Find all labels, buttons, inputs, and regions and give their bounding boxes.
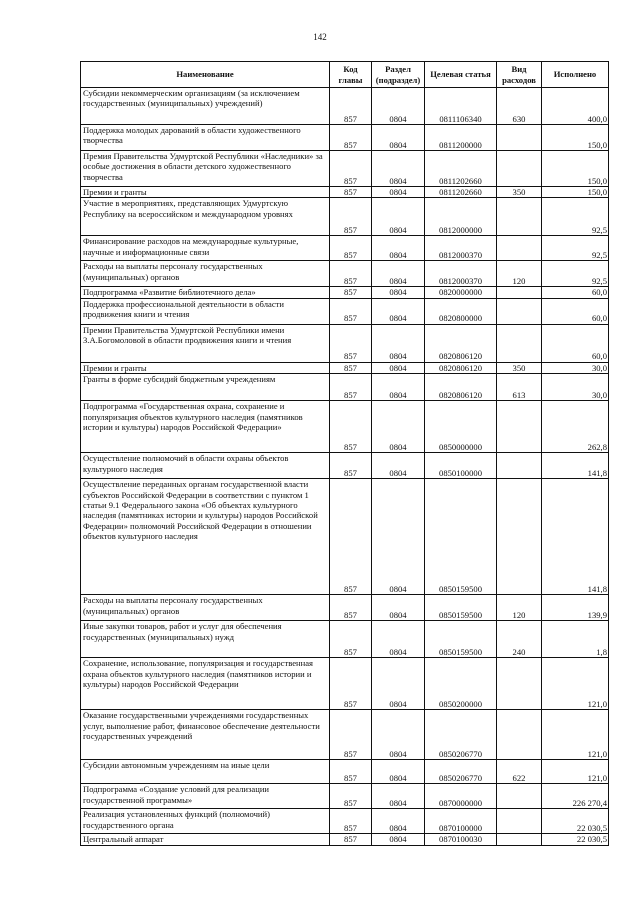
cell-section: 0804 xyxy=(372,125,425,151)
cell-target: 0812000370 xyxy=(425,236,497,261)
cell-kind xyxy=(497,287,542,298)
table-row xyxy=(81,198,609,236)
cell-executed: 226 270,4 xyxy=(542,784,609,809)
cell-target: 0850206770 xyxy=(425,710,497,760)
table-row xyxy=(81,374,609,401)
cell-target: 0811202660 xyxy=(425,151,497,187)
cell-section: 0804 xyxy=(372,834,425,845)
cell-name: Реализация установленных функций (полномочий) государственного органа xyxy=(81,809,330,834)
table-row xyxy=(81,261,609,287)
cell-name: Расходы на выплаты персоналу государственных (муниципальных) органов xyxy=(81,261,330,287)
table-row xyxy=(81,595,609,621)
cell-code: 857 xyxy=(330,125,372,151)
cell-code: 857 xyxy=(330,479,372,595)
table-row xyxy=(81,125,609,151)
cell-section: 0804 xyxy=(372,809,425,834)
cell-executed: 121,0 xyxy=(542,760,609,784)
cell-target: 0850159500 xyxy=(425,595,497,621)
header-kind: Вид расходов xyxy=(497,62,542,88)
cell-code: 857 xyxy=(330,261,372,287)
cell-section: 0804 xyxy=(372,151,425,187)
table-row xyxy=(81,710,609,760)
cell-section: 0804 xyxy=(372,261,425,287)
table-row xyxy=(81,88,609,125)
cell-name: Центральный аппарат xyxy=(81,834,330,845)
cell-target: 0870100030 xyxy=(425,834,497,845)
cell-section: 0804 xyxy=(372,187,425,198)
cell-kind: 120 xyxy=(497,261,542,287)
table-row xyxy=(81,236,609,261)
cell-executed: 30,0 xyxy=(542,362,609,373)
cell-executed: 60,0 xyxy=(542,324,609,362)
cell-section: 0804 xyxy=(372,658,425,710)
cell-executed: 139,9 xyxy=(542,595,609,621)
table-header-row xyxy=(81,62,609,88)
cell-target: 0811202660 xyxy=(425,187,497,198)
cell-kind xyxy=(497,710,542,760)
cell-target: 0870100000 xyxy=(425,809,497,834)
cell-executed: 22 030,5 xyxy=(542,834,609,845)
cell-name: Премия Правительства Удмуртской Республики «Наследники» за особые достижения в области детского художественного творчества xyxy=(81,151,330,187)
cell-kind: 350 xyxy=(497,187,542,198)
cell-kind xyxy=(497,834,542,845)
cell-name: Подпрограмма «Государственная охрана, сохранение и популяризация объектов культурного наследия (памятников истории и культуры) народов Российской Федерации» xyxy=(81,401,330,453)
cell-section: 0804 xyxy=(372,198,425,236)
header-executed: Исполнено xyxy=(542,62,609,88)
cell-section: 0804 xyxy=(372,595,425,621)
table-row xyxy=(81,298,609,324)
cell-target: 0850200000 xyxy=(425,658,497,710)
cell-name: Подпрограмма «Развитие библиотечного дела» xyxy=(81,287,330,298)
table-row xyxy=(81,362,609,373)
cell-code: 857 xyxy=(330,362,372,373)
page-number: 142 xyxy=(313,32,327,42)
cell-name: Поддержка профессиональной деятельности в области продвижения книги и чтения xyxy=(81,298,330,324)
cell-target: 0812000000 xyxy=(425,198,497,236)
cell-kind xyxy=(497,784,542,809)
cell-target: 0820800000 xyxy=(425,298,497,324)
cell-section: 0804 xyxy=(372,88,425,125)
cell-code: 857 xyxy=(330,760,372,784)
cell-section: 0804 xyxy=(372,324,425,362)
cell-code: 857 xyxy=(330,198,372,236)
cell-code: 857 xyxy=(330,809,372,834)
cell-code: 857 xyxy=(330,834,372,845)
table-row xyxy=(81,401,609,453)
cell-kind xyxy=(497,198,542,236)
cell-executed: 121,0 xyxy=(542,658,609,710)
cell-name: Сохранение, использование, популяризация и государственная охрана объектов культурного наследия (памятников истории и культуры) народов Российской Федерации xyxy=(81,658,330,710)
cell-kind xyxy=(497,479,542,595)
cell-code: 857 xyxy=(330,595,372,621)
table-row xyxy=(81,809,609,834)
cell-kind xyxy=(497,809,542,834)
cell-target: 0820806120 xyxy=(425,362,497,373)
cell-section: 0804 xyxy=(372,362,425,373)
cell-target: 0820000000 xyxy=(425,287,497,298)
cell-name: Премии и гранты xyxy=(81,187,330,198)
cell-kind: 240 xyxy=(497,621,542,658)
table-row xyxy=(81,760,609,784)
cell-kind xyxy=(497,324,542,362)
cell-kind: 120 xyxy=(497,595,542,621)
cell-kind: 622 xyxy=(497,760,542,784)
cell-kind xyxy=(497,401,542,453)
table-row xyxy=(81,658,609,710)
cell-target: 0820806120 xyxy=(425,374,497,401)
cell-name: Осуществление переданных органам государственной власти субъектов Российской Федерации в соответствии с пунктом 1 статьи 9.1 Федерального закона «Об объектах культурного наследия (памятниках истории и культуры) народов Российской Федерации» полномочий Российской Федерации в отношении объектов культурного наследия xyxy=(81,479,330,595)
cell-target: 0870000000 xyxy=(425,784,497,809)
cell-executed: 121,0 xyxy=(542,710,609,760)
cell-target: 0850100000 xyxy=(425,453,497,479)
cell-target: 0850159500 xyxy=(425,621,497,658)
cell-section: 0804 xyxy=(372,453,425,479)
cell-name: Иные закупки товаров, работ и услуг для обеспечения государственных (муниципальных) нужд xyxy=(81,621,330,658)
cell-code: 857 xyxy=(330,710,372,760)
cell-target: 0850206770 xyxy=(425,760,497,784)
cell-executed: 92,5 xyxy=(542,261,609,287)
cell-code: 857 xyxy=(330,784,372,809)
header-code: Код главы xyxy=(330,62,372,88)
cell-code: 857 xyxy=(330,621,372,658)
cell-executed: 30,0 xyxy=(542,374,609,401)
cell-name: Оказание государственными учреждениями государственных услуг, выполнение работ, финансовое обеспечение деятельности государственных учреждений xyxy=(81,710,330,760)
table-row xyxy=(81,784,609,809)
cell-code: 857 xyxy=(330,374,372,401)
cell-code: 857 xyxy=(330,324,372,362)
cell-executed: 150,0 xyxy=(542,125,609,151)
cell-target: 0812000370 xyxy=(425,261,497,287)
cell-code: 857 xyxy=(330,151,372,187)
header-name: Наименование xyxy=(81,62,330,88)
cell-executed: 141,8 xyxy=(542,453,609,479)
cell-code: 857 xyxy=(330,187,372,198)
cell-section: 0804 xyxy=(372,298,425,324)
cell-executed: 22 030,5 xyxy=(542,809,609,834)
cell-section: 0804 xyxy=(372,236,425,261)
table-row xyxy=(81,621,609,658)
cell-name: Финансирование расходов на международные культурные, научные и информационные связи xyxy=(81,236,330,261)
cell-executed: 60,0 xyxy=(542,298,609,324)
cell-target: 0820806120 xyxy=(425,324,497,362)
cell-kind xyxy=(497,298,542,324)
cell-kind: 613 xyxy=(497,374,542,401)
cell-kind: 350 xyxy=(497,362,542,373)
cell-name: Участие в мероприятиях, представляющих Удмуртскую Республику на всероссийском и международном уровнях xyxy=(81,198,330,236)
cell-target: 0811200000 xyxy=(425,125,497,151)
cell-target: 0850000000 xyxy=(425,401,497,453)
cell-executed: 400,0 xyxy=(542,88,609,125)
cell-executed: 1,8 xyxy=(542,621,609,658)
cell-code: 857 xyxy=(330,298,372,324)
cell-section: 0804 xyxy=(372,710,425,760)
cell-section: 0804 xyxy=(372,401,425,453)
cell-executed: 150,0 xyxy=(542,187,609,198)
cell-section: 0804 xyxy=(372,621,425,658)
cell-name: Осуществление полномочий в области охраны объектов культурного наследия xyxy=(81,453,330,479)
cell-executed: 262,8 xyxy=(542,401,609,453)
cell-code: 857 xyxy=(330,287,372,298)
cell-section: 0804 xyxy=(372,760,425,784)
cell-kind xyxy=(497,236,542,261)
cell-code: 857 xyxy=(330,658,372,710)
cell-section: 0804 xyxy=(372,374,425,401)
cell-section: 0804 xyxy=(372,287,425,298)
cell-target: 0850159500 xyxy=(425,479,497,595)
header-section: Раздел (подраздел) xyxy=(372,62,425,88)
cell-section: 0804 xyxy=(372,784,425,809)
cell-executed: 92,5 xyxy=(542,198,609,236)
table-row xyxy=(81,479,609,595)
table-row xyxy=(81,151,609,187)
cell-target: 0811106340 xyxy=(425,88,497,125)
cell-name: Субсидии автономным учреждениям на иные цели xyxy=(81,760,330,784)
header-target: Целевая статья xyxy=(425,62,497,88)
cell-kind xyxy=(497,453,542,479)
cell-executed: 141,8 xyxy=(542,479,609,595)
table-row xyxy=(81,453,609,479)
table-row xyxy=(81,187,609,198)
cell-code: 857 xyxy=(330,453,372,479)
cell-name: Премии Правительства Удмуртской Республики имени З.А.Богомоловой в области продвижения книги и чтения xyxy=(81,324,330,362)
cell-kind xyxy=(497,125,542,151)
cell-executed: 92,5 xyxy=(542,236,609,261)
cell-section: 0804 xyxy=(372,479,425,595)
cell-name: Гранты в форме субсидий бюджетным учреждениям xyxy=(81,374,330,401)
cell-name: Расходы на выплаты персоналу государственных (муниципальных) органов xyxy=(81,595,330,621)
cell-code: 857 xyxy=(330,401,372,453)
cell-code: 857 xyxy=(330,236,372,261)
cell-name: Премии и гранты xyxy=(81,362,330,373)
cell-executed: 60,0 xyxy=(542,287,609,298)
cell-code: 857 xyxy=(330,88,372,125)
cell-name: Подпрограмма «Создание условий для реализации государственной программы» xyxy=(81,784,330,809)
table-row xyxy=(81,287,609,298)
cell-kind xyxy=(497,658,542,710)
cell-name: Поддержка молодых дарований в области художественного творчества xyxy=(81,125,330,151)
budget-table xyxy=(80,61,609,846)
cell-kind: 630 xyxy=(497,88,542,125)
table-row xyxy=(81,324,609,362)
cell-executed: 150,0 xyxy=(542,151,609,187)
cell-name: Субсидии некоммерческим организациям (за исключением государственных (муниципальных) учреждений) xyxy=(81,88,330,125)
cell-kind xyxy=(497,151,542,187)
table-row xyxy=(81,834,609,845)
